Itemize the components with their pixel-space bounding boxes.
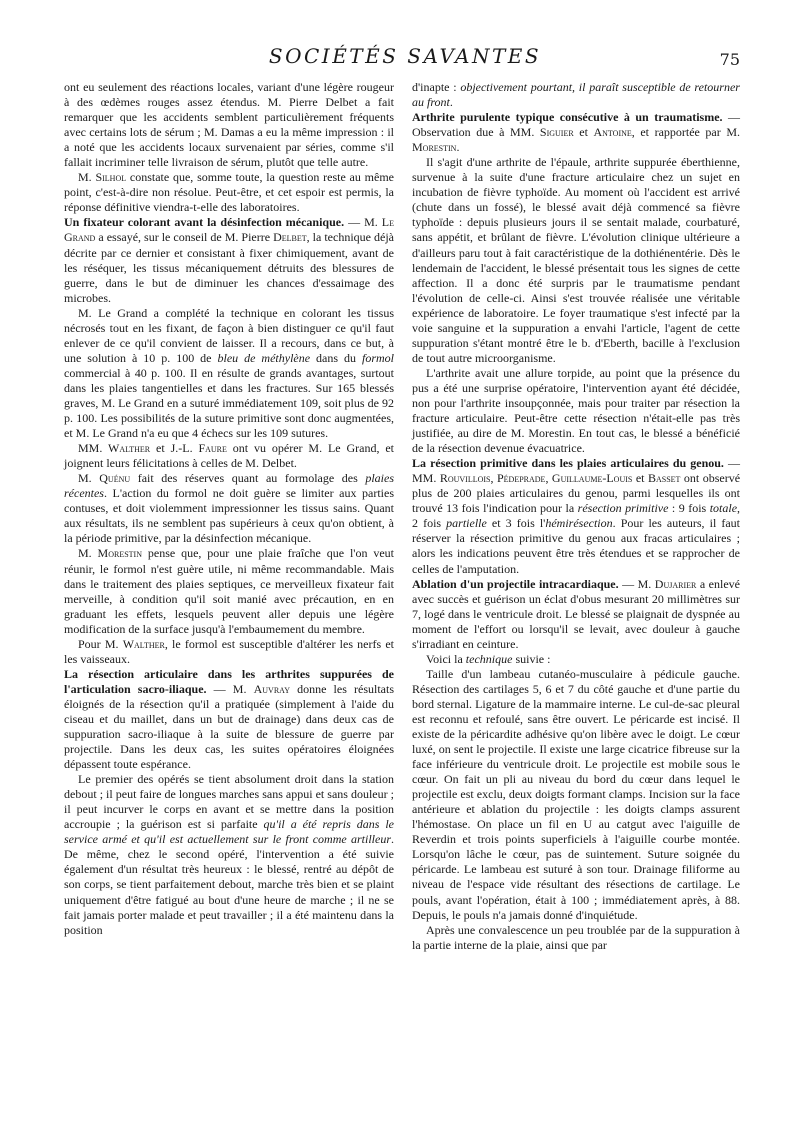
paragraph [64, 170, 394, 215]
paragraph [64, 471, 394, 546]
paragraph [64, 441, 394, 471]
text-run: — M. [618, 576, 655, 591]
author-name: Delbet [273, 230, 307, 245]
paragraph: Il s'agit d'une arthrite de l'épaule, arthrite suppurée éberthienne, survenue à la suite d'une fracture articulaire chez un sujet en incubation de fièvre typhoïde. Au moment où l'accident est arrivé (chute dans un fossé), le blessé avait déjà commencé sa fièvre typhoïde : depuis plusieurs jours il se sentait malade, courbaturé, sans appétit, et brûlant de fièvre. L'évolution clinique ultérieure a d'ailleurs paru tout à fait caractéristique de la dothiénentérie. Dès le lendemain de l'accident, le blessé présentait tous les signes de cette affection. Il a donc été surpris par le traumatisme pendant l'évolution de celle-ci. Ainsi s'est trouvée réalisée une véritable expérience de laboratoire. Le foyer traumatique s'est infecté par la voie sanguine et la suppuration a envahi l'article, l'agent de cette suppuration s'étant montré être le b. d'Eberth, bacille à l'exclusion de tout autre microorganisme. [412, 155, 740, 365]
paragraph: Taille d'un lambeau cutanéo-musculaire à pédicule gauche. Résection des cartilages 5, 6 et 7 du côté gauche et d'une partie du bord sternal. Ligature de la mammaire interne. Le cul-de-sac pleural est reconnu et refoulé, sans être ouvert. Le péricarde est incisé. Il existe de la péricardite adhésive qu'on libère avec le doigt. Le cœur luxé, on sent le projectile. Il existe une large cicatrice fibreuse sur la face inférieure du ventricule droit. Le projectile est mobile sous le cœur. On fait un pli au niveau du bord du cœur dans lequel le projectile est exclu, deux doigts formant clamps. Incision sur la face antérieure et ablation du projectile : les doigts clamps assurent l'hémostase. On place un fil en U au catgut avec l'aiguille de Reverdin et trois points superficiels à l'aiguille courbe montée. Lorsqu'on lâche le cœur, pas de suintement. Suture soignée du péricarde. Le lambeau est suturé à son tour. Drainage filiforme au niveau de l'espace vide résultant des résections de cartilage. Le pouls, avant l'opération, était à 100 ; immédiatement après, à 88. Depuis, le pouls n'a jamais donné d'inquiétude. [412, 666, 740, 922]
text-run: , le formol est susceptible d'altérer les nerfs et les vaisseaux. [64, 636, 395, 666]
paragraph [64, 637, 394, 667]
italic-run: partielle [446, 516, 487, 531]
text-run: . Pour les auteurs, il faut réserver la résection primitive du genou aux fracas articulaires ; alors les indications peuvent être très étendues et se rapprocher de celles de l'amputation. [412, 516, 741, 576]
italic-run: technique [465, 651, 513, 666]
author-name: Walther [122, 636, 165, 651]
text-run: Le premier des opérés se tient absolument droit dans la station debout ; il peut faire de longues marches sans appui et sans douleur ; il peut incurver le corps en avant et se mettre dans la position accroupie ; la guérison est si parfaite [64, 772, 394, 832]
text-run: . [456, 140, 460, 155]
author-name: Morestin [412, 140, 457, 155]
text-run: et 3 fois l' [486, 516, 546, 531]
author-name: Auvray [253, 681, 290, 696]
right-column [412, 80, 740, 953]
section-heading: Un fixateur colorant avant la désinfection mécanique. [64, 215, 345, 230]
text-run: — M. [206, 681, 254, 696]
paragraph: Après une convalescence un peu troublée par de la suppuration à la partie interne de la plaie, ainsi que par [412, 922, 740, 952]
text-run: — Observation due à MM. [412, 110, 741, 140]
author-name: Guillaume-Louis [551, 471, 633, 486]
author-name: MM. Walther [78, 441, 151, 456]
author-name: Basset [647, 471, 681, 486]
paragraph: ont eu seulement des réactions locales, variant d'une légère rougeur à des œdèmes rouges assez étendus. M. Pierre Delbet a fait remarquer que les accidents semblent particulièrement fréquents avec certains lots de sérum ; M. Damas a eu la même impression : il a noté que les accidents locaux survenaient par séries, comme s'il fallait incriminer telle livraison de sérum, plutôt que telle autre. [64, 80, 394, 170]
text-run: fait des réserves quant au formolage des [130, 471, 366, 486]
text-run: , [545, 471, 552, 486]
paragraph [64, 546, 394, 636]
text-run: : 9 fois [668, 501, 710, 516]
italic-run: formol [362, 350, 395, 365]
author-name: Dujarier [654, 576, 697, 591]
text-run: ont vu opérer M. Le Grand, et joignent leurs félicitations à celles de M. Delbet. [64, 441, 395, 471]
text-run: . [449, 95, 453, 110]
italic-run: bleu de méthylène [217, 350, 311, 365]
text-run: commercial à 40 p. 100. Il en résulte de grands avantages, surtout dans les plaies tangentielles et dans les fractures. Sur 165 blessés graves, M. Le Grand en a suturé immédiatement 109, soit plus de 92 p. 100. Les possibilités de la suture primitive sont donc augmentées, et M. Le Grand n'a eu que 4 échecs sur les 109 sutures. [64, 365, 394, 441]
italic-run: totale [709, 501, 738, 516]
text-run: d'inapte : [412, 80, 461, 94]
section-heading: La résection articulaire dans les arthrites suppurées de l'articulation sacro-iliaque. [64, 666, 394, 696]
text-run: a enlevé avec succès et guérison un éclat d'obus mesurant 20 millimètres sur 7, logé dans le ventricule droit. Le blessé se plaignait de dyspnée au moment de l'effort ou lorsqu'il se levait, avec douleur à gauche s'irradiant en ceinture. [412, 576, 740, 651]
paragraph [412, 80, 740, 110]
paragraph: L'arthrite avait une allure torpide, au point que la présence du pus a été une surprise opératoire, l'intervention ayant été décidée, non pour l'arthrite insoupçonnée, mais pour traiter par résection la fracture articulaire. Peut-être cette résection n'était-elle pas très justifiée, au dire de M. Morestin. En tout cas, le blessé a bénéficié de la résection devenue évacuatrice. [412, 365, 740, 456]
text-run: . De même, chez le second opéré, l'intervention a été suivie également d'un résultat très heureux : le blessé, rentré au dépôt de son corps, se tient parfaitement debout, marche très bien et se plaint uniquement d'être fatigué au bout d'une heure de marche ; il ne se fait jamais porter malade et peut travailler ; il a été maintenu dans la position [64, 832, 394, 937]
text-run: , la technique déjà décrite par ce dernier et consistant à fixer chimiquement, avant de les réséquer, les tissus mécaniquement détruits des blessures de guerre, dans le but de diminuer les chances d'essaimage des microbes. [64, 230, 394, 305]
author-name: Siguier [539, 125, 574, 140]
italic-run: objectivement pourtant, il paraît susceptible de retourner au front [412, 80, 740, 110]
text-run: et [150, 441, 171, 456]
text-run: et [632, 471, 648, 486]
author-name: Le Grand [64, 215, 394, 245]
author-name: M. Quénu [78, 471, 131, 486]
author-name: M. Silhol [78, 170, 127, 185]
text-run: Pour M. [78, 636, 123, 651]
paragraph [64, 306, 394, 441]
author-name: Rouvillois [439, 471, 491, 486]
italic-run: qu'il a été repris dans le service armé et qu'il est actuellement sur le front comme artilleur [64, 817, 394, 847]
text-run: ont observé plus de 200 plaies articulaires du genou, parmi lesquelles ils ont trouvé 13 fois l'indication pour la [412, 471, 741, 516]
section-heading: Ablation d'un projectile intracardiaque. [412, 576, 619, 591]
text-run: M. Le Grand a complété la technique en colorant les tissus nécrosés tout en les fixant, de façon à bien distinguer ce qu'il faut enlever de ce qu'il convient de laisser. Il a recours, dans ce but, à une solution à 10 p. 100 de [64, 305, 394, 365]
italic-run: plaies récentes [64, 471, 395, 501]
page-number: 75 [719, 50, 740, 69]
section-heading: Arthrite purulente typique consécutive à un traumatisme. [412, 110, 723, 125]
text-run: donne les résultats éloignés de la résection qu'il a pratiquée (simplement à l'aide du ciseau et du maillet, dans un but de drainage) dans deux cas de suppuration sacro-iliaque à la suite de blessure de guerre par projectile. Dans les deux cas, les suites opératoires éloignées dépassent toute espérance. [64, 681, 394, 772]
author-name: J.-L. Faure [170, 441, 227, 456]
text-run: a essayé, sur le conseil de M. Pierre [95, 230, 274, 245]
text-run: pense que, pour une plaie fraîche que l'on veut réunir, le formol n'est guère utile, ni même recommandable. Mais dans le traitement des plaies septiques, ce merveilleux fixateur fait merveille, à condition qu'il soit manié avec précaution, en en graduant les effets, lesquels peuvent aller depuis une légère modification de la surface jusqu'à l'embaumement du membre. [64, 546, 394, 636]
italic-run: hémirésection [545, 516, 613, 531]
italic-run: résection primitive [577, 501, 669, 516]
left-column [64, 80, 394, 938]
text-run: , [490, 471, 497, 486]
author-name: M. Morestin [78, 546, 142, 561]
running-title: SOCIÉTÉS SAVANTES [268, 44, 542, 68]
text-run: , 2 fois [412, 501, 741, 531]
text-run: dans du [310, 350, 362, 365]
text-run: . L'action du formol ne doit guère se limiter aux parties contuses, et doit violemment impressionner les tissus sains. Quant aux résultats, ils ne semblent pas supérieurs à ceux qu'on obtient, à la période primitive, par la désinfection mécanique. [64, 486, 394, 546]
paragraph [412, 652, 740, 667]
text-run: suivie : [512, 651, 551, 666]
author-name: Pédeprade [496, 471, 546, 486]
paragraph-text: constate que, somme toute, la question reste au même point, c'est-à-dire non résolue. Peut-être, et cet espoir est permis, la réponse définitive viendra-t-elle des laboratoires. [64, 170, 394, 215]
text-run: — MM. [412, 456, 740, 486]
text-run: , et rapportée par M. [631, 125, 740, 140]
section-heading: La résection primitive dans les plaies articulaires du genou. [412, 456, 724, 471]
author-name: Antoine [593, 125, 632, 140]
paragraph [64, 772, 394, 938]
text-run: et [573, 125, 594, 140]
text-run: Voici la [426, 651, 466, 666]
text-run: — M. [344, 215, 382, 230]
